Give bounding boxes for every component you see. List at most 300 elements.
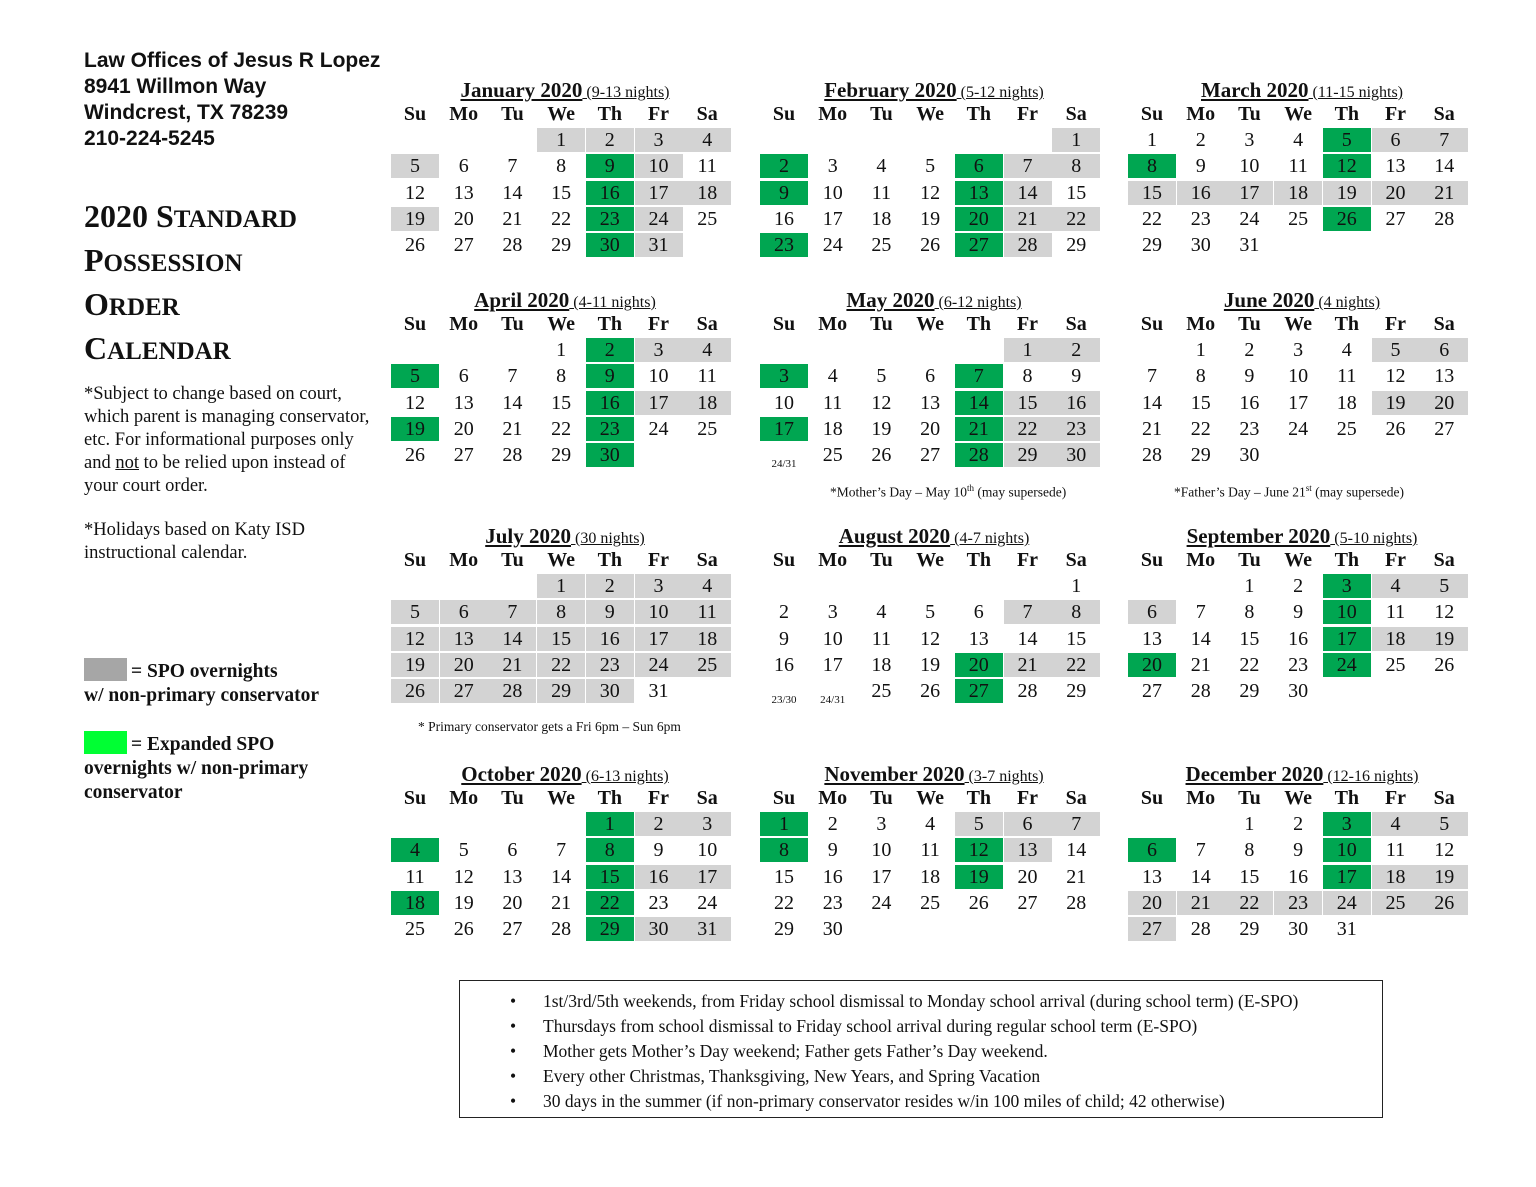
day-cell: 29 (1239, 918, 1260, 940)
day-cell: 17 (635, 181, 683, 205)
month-title (1128, 288, 1476, 313)
day-cell: 19 (871, 417, 892, 440)
day-cell: 23 (586, 207, 634, 231)
day-cell: 16 (1052, 391, 1100, 415)
day-cell: 14 (551, 865, 572, 888)
fathers-day-note: *Father’s Day – June 21st (may supersede) (1174, 483, 1404, 500)
day-cell: 17 (1323, 865, 1371, 889)
weekday-header: We (916, 103, 944, 125)
day-cell: 20 (502, 891, 523, 914)
day-cell: 15 (774, 865, 794, 888)
day-cell: 19 (391, 653, 439, 677)
day-cell: 25 (683, 653, 731, 677)
weekday-header: Mo (818, 549, 848, 571)
month-nights: (11-15 nights) (1308, 84, 1404, 101)
weekday-header: Sa (696, 787, 718, 809)
day-cell: 20 (1128, 653, 1176, 677)
day-cell: 9 (1195, 155, 1206, 178)
weekday-header: Mo (449, 313, 479, 335)
day-cell: 8 (1244, 601, 1255, 624)
day-cell: 21 (955, 417, 1003, 441)
day-cell: 29 (774, 918, 794, 940)
day-cell: 22 (551, 207, 572, 230)
day-cell: 23 (1052, 417, 1100, 441)
day-cell: 3 (1244, 129, 1255, 152)
day-cell: 5 (1420, 812, 1468, 836)
day-cell: 25 (822, 444, 843, 466)
firm-address-block (84, 48, 380, 152)
weekday-header: Fr (1016, 313, 1039, 335)
day-cell: 28 (502, 444, 523, 466)
day-cell: 3 (1323, 574, 1371, 598)
day-cell: 24/31 (771, 458, 797, 470)
day-cell: 16 (586, 391, 634, 415)
day-cell: 12 (1434, 839, 1455, 862)
weekday-header: Tu (501, 313, 524, 335)
day-cell: 30 (586, 679, 634, 703)
day-cell: 18 (1372, 865, 1420, 889)
day-cell: 18 (1336, 391, 1357, 414)
day-cell: 27 (453, 444, 474, 466)
weekday-header: Tu (501, 549, 524, 571)
day-cell: 10 (1288, 365, 1309, 388)
day-cell: 5 (391, 600, 439, 624)
day-cell: 18 (920, 865, 941, 888)
day-cell: 1 (537, 574, 585, 598)
day-cell: 9 (586, 154, 634, 178)
day-cell: 5 (955, 812, 1003, 836)
weekday-header: Su (1140, 313, 1164, 335)
day-cell: 18 (1372, 627, 1420, 651)
day-cell: 29 (586, 917, 634, 941)
day-cell: 16 (586, 627, 634, 651)
weekday-header: Fr (647, 103, 670, 125)
day-cell: 8 (1052, 600, 1100, 624)
day-cell: 5 (1323, 128, 1371, 152)
day-cell: 7 (1195, 839, 1206, 862)
day-cell: 24/31 (820, 694, 846, 706)
month-name: December 2020 (1185, 762, 1324, 786)
day-cell: 23 (586, 653, 634, 677)
weekday-header: Sa (1065, 549, 1087, 571)
disclaimer-paragraph (84, 383, 374, 498)
day-cell: 10 (822, 181, 843, 204)
gray-swatch (84, 658, 127, 681)
day-cell: 19 (391, 207, 439, 231)
day-cell: 18 (1274, 181, 1322, 205)
day-cell: 25 (1336, 417, 1357, 440)
day-cell: 24 (1288, 417, 1309, 440)
weekday-header: Su (1140, 549, 1164, 571)
day-cell: 8 (1244, 839, 1255, 862)
weekday-header: Sa (1433, 313, 1455, 335)
day-cell: 12 (955, 838, 1003, 862)
day-cell: 29 (1239, 680, 1260, 702)
day-cell: 11 (1385, 839, 1406, 862)
day-cell: 13 (920, 391, 941, 414)
day-cell: 3 (1293, 339, 1304, 362)
weekday-header: Tu (870, 549, 893, 571)
day-cell: 11 (405, 865, 425, 888)
day-cell: 28 (502, 234, 523, 256)
day-cell: 27 (1385, 207, 1406, 230)
weekday-header: Mo (818, 787, 848, 809)
day-cell: 9 (1293, 839, 1304, 862)
day-cell: 26 (1323, 207, 1371, 231)
firm-name: Law Offices of Jesus R Lopez (84, 49, 381, 72)
day-cell: 28 (955, 443, 1003, 467)
weekday-header: Sa (696, 313, 718, 335)
weekday-header: Su (1140, 103, 1164, 125)
day-cell: 7 (507, 155, 518, 178)
day-cell: 13 (453, 181, 474, 204)
day-cell: 3 (683, 812, 731, 836)
weekday-header: Fr (1016, 787, 1039, 809)
day-cell: 11 (1337, 365, 1357, 388)
weekday-header: Mo (449, 787, 479, 809)
day-cell: 17 (683, 865, 731, 889)
day-cell: 7 (1004, 600, 1052, 624)
month-name: October 2020 (461, 762, 582, 786)
firm-city: Windcrest, TX 78239 (84, 101, 289, 124)
disclaimer-notes (84, 383, 374, 586)
day-cell: 12 (1434, 601, 1455, 624)
day-cell: 15 (1190, 391, 1211, 414)
day-cell: 26 (391, 679, 439, 703)
day-cell: 18 (822, 417, 843, 440)
summary-list (460, 981, 1382, 1114)
day-cell: 2 (1293, 813, 1304, 836)
day-cell: 6 (1004, 812, 1052, 836)
weekday-header: We (916, 313, 944, 335)
day-cell: 15 (1239, 865, 1260, 888)
day-cell: 14 (1004, 181, 1052, 205)
calendar-title (84, 196, 384, 372)
weekday-header: Tu (1238, 787, 1261, 809)
day-cell: 3 (635, 338, 683, 362)
month-nights: (9-13 nights) (582, 84, 670, 101)
day-cell: 13 (440, 627, 488, 651)
weekday-header: Su (403, 103, 427, 125)
day-cell: 26 (871, 444, 892, 466)
day-cell: 1 (537, 128, 585, 152)
day-cell: 23 (1239, 417, 1260, 440)
weekday-header: Th (966, 313, 992, 335)
day-cell: 20 (453, 417, 474, 440)
weekday-header: Th (1334, 787, 1360, 809)
day-cell: 24 (871, 891, 892, 914)
day-cell: 14 (1190, 627, 1211, 650)
day-cell: 28 (551, 918, 572, 940)
day-cell: 17 (635, 627, 683, 651)
day-cell: 11 (823, 391, 843, 414)
day-cell: 4 (683, 574, 731, 598)
day-cell: 5 (391, 364, 439, 388)
day-cell: 4 (1293, 129, 1304, 152)
day-cell: 16 (586, 181, 634, 205)
month-title (391, 78, 739, 103)
day-cell: 12 (920, 627, 941, 650)
day-cell: 4 (876, 601, 887, 624)
month-title (391, 762, 739, 787)
day-cell: 4 (925, 813, 936, 836)
day-cell: 21 (1420, 181, 1468, 205)
legend-spo-label: = SPO overnights (131, 661, 278, 682)
day-cell: 22 (537, 653, 585, 677)
day-cell: 2 (1293, 575, 1304, 598)
weekday-header: Th (597, 313, 623, 335)
day-cell: 26 (453, 918, 474, 940)
day-cell: 21 (551, 891, 572, 914)
weekday-header: Su (772, 103, 796, 125)
weekday-header: Fr (1384, 313, 1407, 335)
weekday-header: Tu (501, 103, 524, 125)
day-cell: 26 (968, 891, 989, 914)
day-cell: 11 (683, 600, 731, 624)
day-cell: 30 (1052, 443, 1100, 467)
primary-conservator-note: * Primary conservator gets a Fri 6pm – Sun 6pm (418, 719, 681, 734)
day-cell: 12 (871, 391, 892, 414)
day-cell: 2 (635, 812, 683, 836)
day-cell: 31 (1336, 918, 1357, 940)
month-title (760, 524, 1108, 549)
day-cell: 6 (458, 155, 469, 178)
day-cell: 23 (586, 417, 634, 441)
weekday-header: Fr (647, 313, 670, 335)
month-name: September 2020 (1186, 524, 1331, 548)
day-cell: 15 (586, 865, 634, 889)
day-cell: 2 (586, 574, 634, 598)
weekday-header: Th (1334, 549, 1360, 571)
day-cell: 5 (876, 365, 887, 388)
weekday-header: Tu (501, 787, 524, 809)
day-cell: 4 (683, 338, 731, 362)
weekday-header: We (547, 103, 575, 125)
day-cell: 14 (955, 391, 1003, 415)
day-cell: 1 (1071, 575, 1082, 598)
day-cell: 22 (586, 891, 634, 915)
day-cell: 25 (697, 417, 718, 440)
day-cell: 26 (1434, 653, 1455, 676)
day-cell: 8 (586, 838, 634, 862)
day-cell: 8 (1022, 365, 1033, 388)
day-cell: 18 (871, 207, 892, 230)
weekday-header: Mo (1186, 103, 1216, 125)
weekday-header: We (547, 313, 575, 335)
day-cell: 9 (653, 839, 664, 862)
weekday-header: Sa (1433, 103, 1455, 125)
day-cell: 25 (405, 918, 425, 940)
day-cell: 2 (1052, 338, 1100, 362)
month-nights: (12-16 nights) (1323, 768, 1419, 785)
weekday-header: Sa (1433, 549, 1455, 571)
day-cell: 20 (1372, 181, 1420, 205)
day-cell: 10 (1239, 155, 1260, 178)
day-cell: 20 (440, 653, 488, 677)
weekday-header: We (1284, 313, 1312, 335)
title-line4-rest: ALENDAR (107, 338, 231, 365)
day-cell: 29 (1066, 680, 1087, 702)
month-name: July 2020 (485, 524, 571, 548)
day-cell: 28 (1142, 444, 1162, 466)
day-cell: 9 (1071, 365, 1082, 388)
day-cell: 9 (779, 627, 789, 650)
legend-expanded (84, 731, 374, 805)
day-cell: 27 (1017, 891, 1038, 914)
day-cell: 27 (440, 679, 488, 703)
month-nights: (6-12 nights) (934, 294, 1022, 311)
day-cell: 15 (1128, 181, 1176, 205)
month-name: November 2020 (824, 762, 965, 786)
weekday-header: Tu (870, 313, 893, 335)
day-cell: 7 (556, 839, 567, 862)
day-cell: 4 (1372, 812, 1420, 836)
day-cell: 24 (697, 891, 718, 914)
day-cell: 6 (925, 365, 936, 388)
month-title (760, 762, 1108, 787)
day-cell: 6 (1372, 128, 1420, 152)
day-cell: 5 (1372, 338, 1420, 362)
title-line4-prefix: C (84, 330, 108, 366)
weekday-header: Tu (1238, 549, 1261, 571)
day-cell: 19 (1323, 181, 1371, 205)
month-title (1128, 78, 1476, 103)
day-cell: 23 (1190, 207, 1211, 230)
day-cell: 28 (1190, 918, 1211, 940)
weekday-header: Fr (1384, 549, 1407, 571)
day-cell: 30 (1288, 680, 1309, 702)
day-cell: 30 (635, 917, 683, 941)
day-cell: 17 (871, 865, 892, 888)
day-cell: 5 (1420, 574, 1468, 598)
day-cell: 4 (1341, 339, 1352, 362)
day-cell: 14 (1017, 627, 1038, 650)
day-cell: 25 (920, 891, 941, 914)
day-cell: 22 (1052, 207, 1100, 231)
day-cell: 3 (635, 574, 683, 598)
day-cell: 18 (391, 891, 439, 915)
day-cell: 8 (760, 838, 808, 862)
day-cell: 15 (1239, 627, 1260, 650)
weekday-header: Sa (1433, 787, 1455, 809)
day-cell: 4 (1372, 574, 1420, 598)
day-cell: 18 (871, 653, 892, 676)
legend-expanded-label: = Expanded SPO (131, 734, 275, 755)
weekday-header: Su (403, 313, 427, 335)
month-name: August 2020 (838, 524, 951, 548)
weekday-header: We (1284, 787, 1312, 809)
disclaimer-text-b: to be relied upon instead of your court order. (84, 453, 346, 496)
day-cell: 28 (1434, 207, 1455, 230)
day-cell: 26 (405, 444, 425, 466)
day-cell: 9 (760, 181, 808, 205)
day-cell: 10 (635, 154, 683, 178)
weekday-header: We (916, 549, 944, 571)
day-cell: 12 (920, 181, 941, 204)
firm-street: 8941 Willmon Way (84, 75, 267, 98)
day-cell: 23 (760, 233, 808, 257)
day-cell: 1 (1004, 338, 1052, 362)
day-cell: 11 (697, 365, 717, 388)
day-cell: 19 (955, 865, 1003, 889)
day-cell: 4 (683, 128, 731, 152)
day-cell: 23/30 (771, 694, 797, 706)
day-cell: 7 (1052, 812, 1100, 836)
weekday-header: Fr (1384, 787, 1407, 809)
day-cell: 8 (1128, 154, 1176, 178)
day-cell: 30 (822, 918, 843, 940)
day-cell: 13 (502, 865, 523, 888)
day-cell: 5 (925, 155, 936, 178)
weekday-header: Su (1140, 787, 1164, 809)
day-cell: 10 (774, 391, 794, 414)
day-cell: 22 (1052, 653, 1100, 677)
weekday-header: Sa (1065, 787, 1087, 809)
day-cell: 26 (920, 680, 941, 702)
firm-phone: 210-224-5245 (84, 127, 215, 150)
day-cell: 16 (774, 207, 794, 230)
day-cell: 22 (1225, 891, 1273, 915)
day-cell: 29 (1142, 234, 1162, 256)
day-cell: 21 (502, 207, 523, 230)
day-cell: 28 (1017, 680, 1038, 702)
title-line3-prefix: O (84, 286, 109, 322)
day-cell: 31 (635, 233, 683, 257)
weekday-header: Su (403, 549, 427, 571)
day-cell: 12 (1385, 365, 1406, 388)
day-cell: 4 (876, 155, 887, 178)
day-cell: 21 (1004, 653, 1052, 677)
day-cell: 25 (1288, 207, 1309, 230)
weekday-header: Th (597, 549, 623, 571)
day-cell: 11 (1385, 601, 1406, 624)
summary-item: • Mother gets Mother’s Day weekend; Father gets Father’s Day weekend. (543, 1039, 1382, 1064)
day-cell: 22 (551, 417, 572, 440)
month-name: April 2020 (474, 288, 570, 312)
day-cell: 6 (1128, 600, 1176, 624)
weekday-header: Su (772, 787, 796, 809)
green-swatch (84, 731, 127, 754)
day-cell: 16 (1288, 627, 1309, 650)
day-cell: 23 (648, 891, 669, 914)
day-cell: 30 (586, 443, 634, 467)
day-cell: 14 (502, 391, 523, 414)
weekday-header: Tu (1238, 103, 1261, 125)
day-cell: 27 (1142, 680, 1162, 702)
day-cell: 11 (697, 155, 717, 178)
day-cell: 2 (779, 601, 789, 624)
day-cell: 28 (1004, 233, 1052, 257)
day-cell: 29 (1066, 234, 1087, 256)
weekday-header: Th (597, 787, 623, 809)
day-cell: 15 (1066, 627, 1087, 650)
day-cell: 26 (1385, 417, 1406, 440)
weekday-header: Sa (696, 103, 718, 125)
day-cell: 9 (1244, 365, 1255, 388)
day-cell: 11 (920, 839, 940, 862)
day-cell: 1 (760, 812, 808, 836)
day-cell: 26 (1420, 891, 1468, 915)
weekday-header: Sa (1065, 103, 1087, 125)
month-name: January 2020 (460, 78, 583, 102)
day-cell: 7 (955, 364, 1003, 388)
weekday-header: Su (772, 313, 796, 335)
weekday-header: Su (403, 787, 427, 809)
weekday-header: We (916, 787, 944, 809)
day-cell: 2 (1195, 129, 1206, 152)
weekday-header: Th (966, 103, 992, 125)
day-cell: 20 (920, 417, 941, 440)
